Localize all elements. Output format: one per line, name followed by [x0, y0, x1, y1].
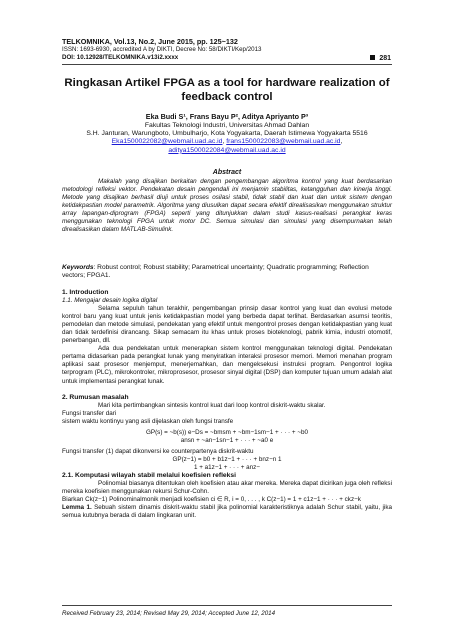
abstract-text: Makalah yang disajikan berkaitan dengan pengembangan algoritma kontrol yang kuat berdasarkan metodologi refleksi vektor. Pendekatan desain pengendali ini menjamin stabilitas, ketangguhan dan kinerja tinggi. Metode yang disajikan berhasil diuji untuk proses osilasi stabil, tidak stabil dan kuat dan untuk sistem dengan ketidakpastian model parametrik. Algoritma yang diusulkan dapat secara efektif direalisasikan menggunakan struktur array lapangan-diprogram (FPGA) seperti yang ditunjukkan dalam studi kasus-realisasi perangkat keras menggunakan teknologi FPGA untuk motor DC. Semua simulasi dan simulasi yang disempurnakan telah direalisasikan dalam MATLAB-Simulink.	[62, 178, 392, 234]
paragraph: Fungsi transfer (1) dapat dikonversi ke counterpartenya diskrit-waktu	[62, 447, 254, 455]
paper-title: Ringkasan Artikel FPGA as a tool for hardware realization of feedback control	[64, 77, 390, 103]
abstract	[62, 178, 392, 234]
journal-name: TELKOMNIKA, Vol.13, No.2, June 2015, pp. 125~132	[62, 37, 238, 46]
equation-1-line-1: GP(s) = ~b(s)) e−Ds = ~bmsm + ~bm−1sm−1 + · · · + ~b0	[145, 428, 309, 436]
affiliation-line-1: Fakultas Teknologi Industri, Universitas Ahmad Dahlan	[144, 122, 310, 129]
lemma	[62, 504, 392, 520]
paragraph: Polinomial biasanya ditentukan oleh koefisien atau akar mereka. Mereka dapat dicirikan juga oleh refleksi mereka koefisien menggunakan rekursi Schur-Cohn.	[62, 480, 392, 496]
email-line-2	[62, 147, 392, 155]
email-link-3[interactable]: aditya1500022084@webmail.uad.ac.id	[168, 146, 286, 154]
authors: Eka Budi S¹, Frans Bayu P², Aditya Apriyanto P³	[145, 112, 309, 121]
affiliation	[62, 122, 392, 155]
equation-2	[62, 456, 392, 472]
issn-line: ISSN: 1693-6930, accredited A by DIKTI, Decree No: 58/DIKTI/Kep/2013	[62, 46, 262, 54]
footer-divider	[62, 605, 392, 606]
paragraph: Biarkan Ck(z−1) Polinominalmonik menjadi koefisien ci ∈ R, i = 0, . . . , k C(z−1) = 1 + c1z−1 + · · · + ckz−k	[62, 496, 361, 504]
equation-1-line-2: ansn + ~an−1sn−1 + · · · + ~a0 e	[180, 436, 274, 444]
affiliation-line-2: S.H. Janturan, Warungboto, Umbulharjo, Kota Yogyakarta, Daerah Istimewa Yogyakarta 5516	[86, 130, 368, 138]
subsection-heading-2-1: 2.1. Komputasi wilayah stabil melalui koefisien refleksi	[62, 471, 236, 479]
paragraph: Mari kita pertimbangkan sintesis kontrol kuat dari loop kontrol diskrit-waktu skalar.	[98, 401, 326, 409]
subsection-heading-1-1: 1.1. Mengajar desain logika digital	[62, 297, 158, 305]
email-link-1[interactable]: Eka1500022082@webmail.uad.ac.id	[111, 138, 223, 146]
keywords	[62, 264, 392, 280]
received-dates: Received February 23, 2014; Revised May 29, 2014; Accepted June 12, 2014	[62, 610, 276, 617]
paragraph: Selama sepuluh tahun terakhir, pengembangan prinsip dasar kontrol yang kuat dan evolusi metode kontrol baru yang kuat untuk jenis ketidakpastian model yang berbeda dapat terlihat. Berdasarkan asumsi teoritis, pemodelan dan metode simulasi, pendekatan yang efektif untuk mengontrol proses dengan ketidakpastian yang kuat dan tidak terdefinisi dirancang. Sikap semacam itu khas untuk proses bioteknologi, pabrik kimia, industri otomotif, penerbangan, dll.	[62, 305, 392, 345]
paragraph: sistem waktu kontinyu yang asli dijelaskan oleh fungsi transfe	[62, 417, 234, 425]
paper-body	[62, 289, 392, 520]
email-line: Eka1500022082@webmail.uad.ac.id, frans1500022083@webmail.uad.ac.id,	[111, 138, 343, 146]
equation-2-line-1: GP(z−1) = b0 + b1z−1 + · · · + bnz−n 1	[172, 455, 282, 463]
keywords-text: : Robust control; Robust stability; Parametrical uncertainty; Quadratic programming; Reflection vectors; FPGA1.	[62, 264, 369, 280]
abstract-heading: Abstract	[212, 169, 242, 176]
equation-2-line-2: 1 + a1z−1 + · · · + anz−	[194, 463, 260, 471]
lemma-label: Lemma 1.	[62, 504, 92, 512]
paragraph: Fungsi transfer dari	[62, 409, 117, 417]
section-heading-introduction: 1. Introduction	[62, 289, 109, 296]
page-number-text: 281	[379, 55, 391, 62]
header-divider	[62, 64, 392, 65]
keywords-label: Keywords	[62, 264, 94, 271]
page-number	[370, 55, 391, 62]
paragraph: Ada dua pendekatan untuk menerapkan sistem kontrol menggunakan teknologi digital. Pendekatan pertama didasarkan pada perangkat lunak yang menyiratkan interaksi prosesor memori. Memori menahan program aplikasi saat prosesor menjemput, menerjemahkan, dan mengeksekusi instruksi program. Pengontrol logika terprogram (PLC), mikrokontroler, mikroprosesor, prosesor sinyal digital (DSP) dan komputer tujuan umum adalah alat untuk implementasi perangkat lunak.	[62, 345, 392, 385]
equation-1	[62, 429, 392, 445]
section-heading-rumusan-masalah: 2. Rumusan masalah	[62, 393, 129, 401]
square-bullet-icon	[370, 55, 375, 60]
lemma-text: Sebuah sistem dinamis diskrit-waktu stabil jika polinomial karakteristiknya adalah Schur stabil, yaitu, jika semua kutubnya berada di dalam lingkaran unit.	[62, 504, 392, 520]
doi-line: DOI: 10.12928/TELKOMNIKA.v13i2.xxxx	[62, 54, 179, 61]
email-link-2[interactable]: frans1500022083@webmail.uad.ac.id	[226, 138, 341, 146]
journal-header	[62, 38, 392, 62]
